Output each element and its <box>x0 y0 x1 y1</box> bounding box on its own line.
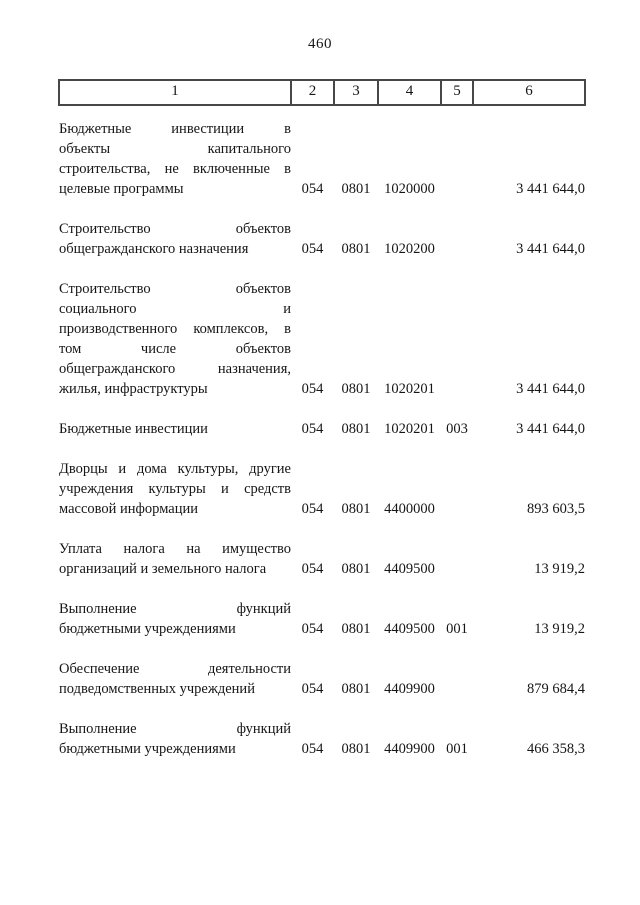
code-cell: 1020000 <box>384 181 435 197</box>
code-cell: 001 <box>446 741 468 757</box>
code-cell: 054 <box>301 381 324 397</box>
code-cell: 0801 <box>341 681 371 697</box>
row-description <box>59 105 291 219</box>
code-cell: 054 <box>301 681 324 697</box>
row-amount: 13 919,2 <box>534 621 585 637</box>
description-line: объекты капитального <box>59 141 291 157</box>
column-header: 1 <box>59 80 291 105</box>
row-description <box>59 659 291 719</box>
code-cell <box>441 105 473 219</box>
table-row <box>59 459 585 539</box>
description-line: общегражданского назначения <box>59 241 249 257</box>
description-line: массовой информации <box>59 501 199 517</box>
row-amount: 3 441 644,0 <box>516 381 585 397</box>
description-line: Уплата налога на имущество <box>59 541 291 557</box>
code-cell: 054 <box>301 621 324 637</box>
code-cell: 0801 <box>341 181 371 197</box>
code-cell: 4400000 <box>384 501 435 517</box>
code-cell <box>441 279 473 419</box>
row-amount: 893 603,5 <box>527 501 585 517</box>
description-line: Выполнение функций <box>59 721 291 737</box>
row-amount: 3 441 644,0 <box>516 241 585 257</box>
code-cell <box>441 659 473 719</box>
row-description <box>59 419 291 459</box>
description-line: Дворцы и дома культуры, другие <box>59 461 291 477</box>
code-cell: 4409900 <box>384 741 435 757</box>
column-header: 2 <box>291 80 334 105</box>
description-line: Строительство объектов <box>59 221 291 237</box>
code-cell: 054 <box>301 241 324 257</box>
description-line: подведомственных учреждений <box>59 681 255 697</box>
code-cell: 0801 <box>341 621 371 637</box>
table-row <box>59 659 585 719</box>
table-row <box>59 279 585 419</box>
description-line: общегражданского назначения, <box>59 361 291 377</box>
page-number: 460 <box>308 36 332 52</box>
row-description <box>59 459 291 539</box>
code-cell: 0801 <box>341 421 371 437</box>
code-cell <box>441 219 473 279</box>
code-cell: 4409500 <box>384 621 435 637</box>
description-line: Выполнение функций <box>59 601 291 617</box>
row-description <box>59 539 291 599</box>
code-cell <box>441 539 473 599</box>
description-line: целевые программы <box>59 181 184 197</box>
description-line: строительства, не включенные в <box>59 161 291 177</box>
code-cell: 4409900 <box>384 681 435 697</box>
table-header-row <box>59 80 585 105</box>
row-amount: 3 441 644,0 <box>516 421 585 437</box>
code-cell: 001 <box>446 621 468 637</box>
row-amount: 13 919,2 <box>534 561 585 577</box>
column-header: 6 <box>473 80 585 105</box>
description-line: Обеспечение деятельности <box>59 661 291 677</box>
description-line: том числе объектов <box>59 341 291 357</box>
table-row <box>59 219 585 279</box>
row-description <box>59 219 291 279</box>
code-cell: 1020201 <box>384 421 435 437</box>
table-row <box>59 105 585 219</box>
code-cell: 0801 <box>341 741 371 757</box>
code-cell: 054 <box>301 561 324 577</box>
budget-table <box>58 79 586 779</box>
row-amount: 466 358,3 <box>527 741 585 757</box>
row-description <box>59 719 291 779</box>
code-cell: 054 <box>301 501 324 517</box>
description-line: социального и <box>59 301 291 317</box>
description-line: бюджетными учреждениями <box>59 741 236 757</box>
column-header: 4 <box>378 80 441 105</box>
code-cell: 4409500 <box>384 561 435 577</box>
description-line: Бюджетные инвестиции <box>59 421 208 437</box>
code-cell: 054 <box>301 741 324 757</box>
code-cell: 054 <box>301 181 324 197</box>
code-cell: 1020200 <box>384 241 435 257</box>
description-line: организаций и земельного налога <box>59 561 267 577</box>
description-line: бюджетными учреждениями <box>59 621 236 637</box>
description-line: производственного комплексов, в <box>59 321 291 337</box>
code-cell: 0801 <box>341 561 371 577</box>
row-description <box>59 599 291 659</box>
table-body <box>59 105 585 779</box>
table-header <box>59 80 585 105</box>
column-header: 5 <box>441 80 473 105</box>
description-line: жилья, инфраструктуры <box>59 381 208 397</box>
row-description <box>59 279 291 419</box>
code-cell: 0801 <box>341 501 371 517</box>
table-row <box>59 539 585 599</box>
description-line: Бюджетные инвестиции в <box>59 121 291 137</box>
description-line: Строительство объектов <box>59 281 291 297</box>
code-cell <box>441 459 473 539</box>
table-row <box>59 599 585 659</box>
code-cell: 1020201 <box>384 381 435 397</box>
code-cell: 0801 <box>341 381 371 397</box>
code-cell: 054 <box>301 421 324 437</box>
row-amount: 3 441 644,0 <box>516 181 585 197</box>
table-row <box>59 419 585 459</box>
row-amount: 879 684,4 <box>527 681 585 697</box>
table-row <box>59 719 585 779</box>
code-cell: 0801 <box>341 241 371 257</box>
description-line: учреждения культуры и средств <box>59 481 291 497</box>
column-header: 3 <box>334 80 378 105</box>
code-cell: 003 <box>446 421 468 437</box>
